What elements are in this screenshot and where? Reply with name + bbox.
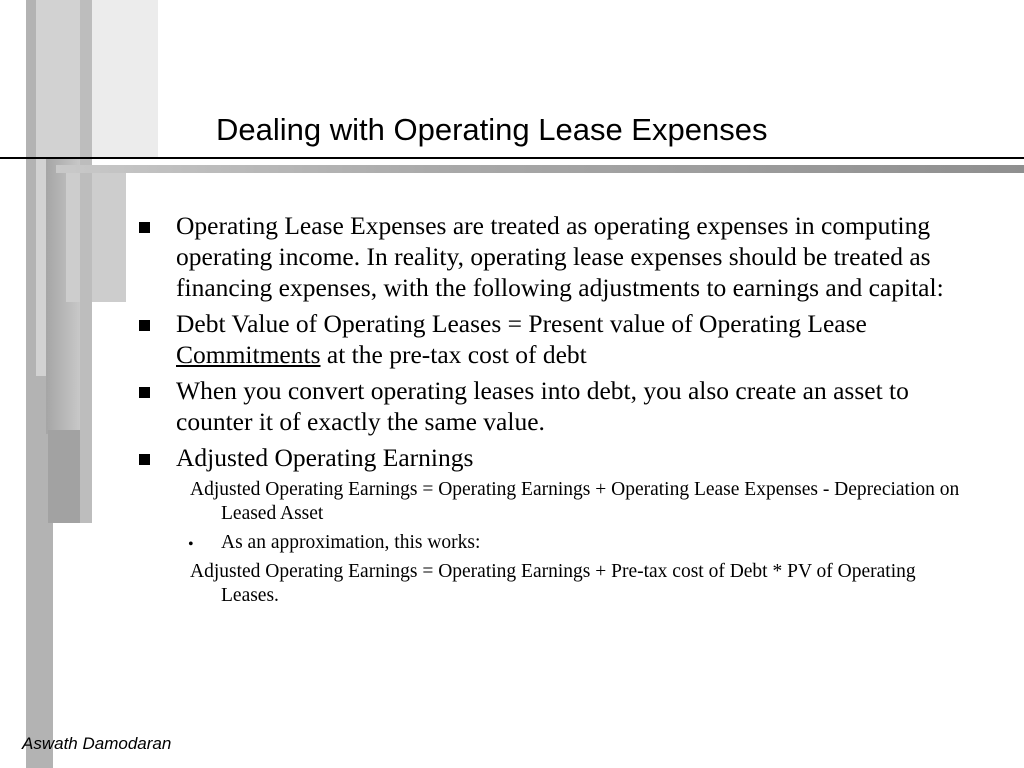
decor-bar-thin <box>80 0 92 523</box>
square-bullet-icon <box>139 320 150 331</box>
sub-item-formula: Adjusted Operating Earnings = Operating Earnings + Operating Lease Expenses - Depreciation on Leased Asset <box>190 479 960 524</box>
bullet-item <box>134 375 974 437</box>
bullet-text: Adjusted Operating Earnings <box>176 443 474 472</box>
slide-title: Dealing with Operating Lease Expenses <box>216 112 768 147</box>
bullet-text: Operating Lease Expenses are treated as operating expenses in computing operating income. In reality, operating lease expenses should be treated as financing expenses, with the following adjustments to earnings and capital: <box>176 211 944 302</box>
author-footer: Aswath Damodaran <box>22 734 172 753</box>
bullet-list <box>134 210 974 613</box>
square-bullet-icon <box>139 222 150 233</box>
sub-item-formula: Adjusted Operating Earnings = Operating Earnings + Pre-tax cost of Debt * PV of Operating Leases. <box>190 561 916 606</box>
sub-item-text: As an approximation, this works: <box>221 532 481 553</box>
bullet-text: When you convert operating leases into debt, you also create an asset to counter it of exactly the same value. <box>176 376 909 436</box>
underlined-term: Commitments <box>176 340 321 369</box>
bullet-text <box>176 309 867 369</box>
square-bullet-icon <box>139 387 150 398</box>
bullet-text-part: Debt Value of Operating Leases = Present value of Operating Lease <box>176 309 867 338</box>
bullet-item <box>134 210 974 303</box>
sub-item <box>190 531 974 555</box>
dot-bullet-icon: • <box>188 536 194 553</box>
bullet-item <box>134 442 974 473</box>
title-rule-shadow <box>56 165 1024 173</box>
bullet-item <box>134 308 974 370</box>
decor-bar-inner <box>66 172 126 302</box>
bullet-text-part: at the pre-tax cost of debt <box>320 340 587 369</box>
square-bullet-icon <box>139 454 150 465</box>
title-rule <box>0 157 1024 159</box>
